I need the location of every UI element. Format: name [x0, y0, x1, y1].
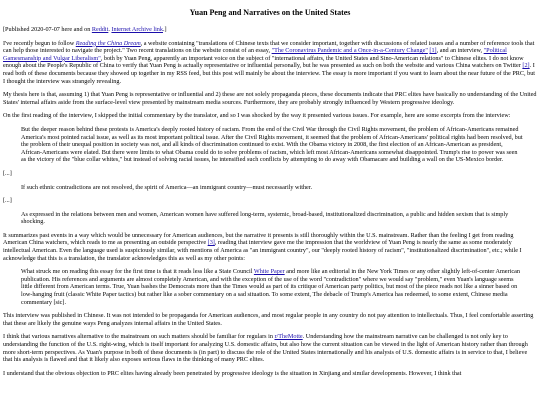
pub-prefix: [Published 2020-07-07 here and on — [3, 26, 92, 33]
pub-mid: . — [108, 26, 112, 33]
p1-text-d: , and an interview, — [436, 47, 484, 55]
quote-sexism: As expressed in the relations between men and women, American women have suffered long-term, systemic, broad-based, institutionalized discrimination, a public and hidden sexism that is simply shocking. — [21, 210, 509, 226]
footnote-3-link[interactable]: [3] — [207, 239, 215, 247]
interview-link[interactable]: "Political Gamesmanship and Vulgar Liberalism" — [3, 47, 507, 62]
p6-text-b: . Understanding how the mainstream narrative can be challenged is not only key to understanding the function of the U.S. right-wing, which is itself important for analyzing U.S. domestic affairs, but also how the current situation can be viewed in the light of American history rather than through more short-term perspectives. As Yuan's purpose in both of these documents is (in part) to discuss the role of the United States internationally and his analysis of U.S. domestic affairs is in service to that, I believe that his analysis is flawed and that it likely also exposes serious flaws in the thinking of many PRC elites. — [3, 333, 528, 364]
reading-china-dream-link[interactable]: Reading the China Dream — [75, 39, 141, 47]
narratives-paragraph — [3, 333, 537, 363]
p1-text-b: , a website containing "translations of Chinese texts that we consider important, together with discussions of related issues and a number of reference tools that can help those interested to navigate the project." Two recent translations on the website consist of an essay, — [3, 39, 535, 55]
p4-text-a: It summarizes past events in a way which would be unnecessary for American audiences, but the narrative it presents is still thoroughly within the U.S. mainstream. Rather than the feeling I get from reading American China watchers, which reads to me as presenting an outside perspective — [3, 231, 514, 247]
intro-paragraph — [3, 40, 537, 86]
archive-link[interactable]: Internet Archive link — [111, 26, 163, 33]
reddit-link[interactable]: Reddit — [91, 26, 109, 33]
p1-text-a: I've recently begun to follow — [3, 39, 76, 47]
objection-paragraph: I understand that the obvious objection to PRC elites having already been penetrated by progressive ideology is the situation in Xinjiang and similar developments. However, I think that — [3, 369, 462, 377]
ellipsis-separator: [...] — [3, 169, 12, 177]
summary-paragraph — [3, 232, 537, 262]
p1-text-e: , both by Yuan Peng, apparently an important voice on the subject of "international affairs, the United States and Sino-American relations" to Chinese elites. I do not know enough about the People's Republic of China to verify that Yuan Peng is actually representative or influential personally, but he was presented as such on both the website and various China watchers on Twitter — [3, 54, 524, 70]
quote-translator — [21, 268, 523, 306]
pub-suffix: .] — [162, 26, 167, 33]
themotte-link[interactable]: r/TheMotte — [274, 333, 303, 341]
thesis-paragraph: My thesis here is that, assuming 1) that Yuan Peng is representative or influential and 2) these are not solely propaganda pieces, these documents indicate that PRC elites have basically no understanding of the United States' internal affairs aside from the surface-level view presented by mainstream media sources. Furthermore, they are probably strongly influenced by Western progressive ideology. — [3, 91, 537, 106]
quote-immigrant-country: If such ethnic contradictions are not resolved, the spirit of America—an immigrant country—must necessarily wither. — [21, 183, 313, 191]
ellipsis-separator: [...] — [3, 197, 12, 205]
p6-text-a: I think that various narratives alternative to the mainstream on such matters should be familiar for regulars in — [3, 333, 275, 341]
reading-paragraph: On the first reading of the interview, I skipped the initial commentary by the translator, and so I was shocked by the way it presented various issues. For example, here are some excerpts from the interview: — [3, 112, 511, 120]
p1-text-f: . I read both of these documents because they showed up together in my RSS feed, but this post will mainly be about the interview. The essay is more important if you want to learn about the near future of the PRC, but I thought the interview was strangely revealing. — [3, 62, 536, 85]
quote-racism: But the deeper reason behind these protests is America's deeply rooted history of racism. From the end of the Civil War through the Civil Rights movement, the problem of African-Americans remained America's most pointed racial issue, as well as its most important political issue. After the Civil Rights movement, it seemed that the problem of African-Americans' political rights had been resolved, but the problem of their unequal position in society was not, and all kinds of discrimination continued to exist. With the Obama victory in 2008, the first election of an African-American as president, African-Americans were elated. But there were limits to what Obama could do to solve problems of racism, which left most African-Americans somewhat disappointed. Trump's rise to power was seen as the victory of the "blue collar whites," but instead of solving racial issues, he intensified such conflicts by attempting to do away with Obamacare and building a wall on the US-Mexico border. — [21, 125, 523, 164]
q4-text-a: What struck me on reading this essay for the first time is that it reads less like a State Council — [21, 268, 254, 276]
footnote-1-link[interactable]: [1] — [429, 47, 437, 55]
publication-note — [3, 26, 537, 34]
white-paper-link[interactable]: White Paper — [253, 268, 285, 276]
essay-link[interactable]: "The Coronavirus Pandemic and a Once-in-a-Century Change" — [271, 47, 428, 55]
footnote-2-link[interactable]: [2] — [522, 62, 530, 70]
q4-text-b: and more like an editorial in the New York Times or any other slightly left-of-center American publication. His references and arguments are almost completely American, and with the exception of the use of the word "contradiction" where we would say "problem," even Yuan's language seems little different from American terms. True, Yuan bashes the Democrats more than the Times would as part of its critique of American party politics, but most of the piece reads not like a sinner based on low-hanging fruit (classic White Paper tactics) but rather like a sober commentary on a sad situation. To some extent, The debacle of Trump's America has redeemed, to some extent, Chinese media commentary [sic]. — [21, 268, 520, 306]
p4-text-b: , reading that interview gave me the impression that the worldview of Yuan Peng is nearly the same as some moderately intellectual American. Even the language used is suspiciously similar, with mentions of America as "an immigrant country", our "deeply rooted history of racism", "institutionalized discrimination", etc.; while I acknowledge that this is a translation, the translator acknowledges this as well as my other points: — [3, 239, 522, 262]
page-title: Yuan Peng and Narratives on the United States — [189, 8, 351, 17]
published-in-chinese-paragraph: This interview was published in Chinese. It was not intended to be propaganda for American audiences, and most regular people in any country do not pay attention to intellectuals. Thus, I feel comfortable asserting that these are likely the genuine ways Peng analyzes internal affairs in the United States. — [3, 312, 534, 327]
